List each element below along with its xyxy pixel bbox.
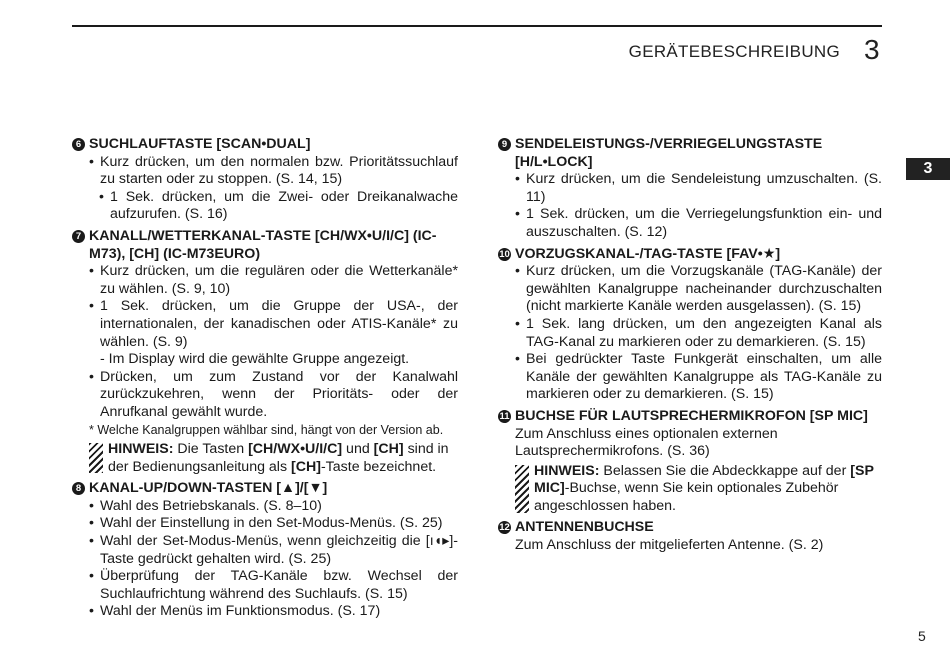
section-title: ANTENNENBUCHSE [515, 519, 654, 536]
bullet-item: • 1 Sek. drücken, um die Verriegelungsfunktion ein- und auszuschalten. (S. 12) [498, 206, 882, 241]
note-hatch-icon [515, 465, 529, 513]
section-heading [498, 136, 882, 171]
section-heading [498, 246, 882, 264]
note-key: [SP MIC] [534, 462, 874, 497]
bullet-item: • Bei gedrückter Taste Funkgerät einschalten, um alle Kanäle der gewählten Kanalgruppe als TAG-Kanäle zu markieren oder zu demarkieren. (S. 15) [498, 351, 882, 404]
section-number: 10 [499, 248, 510, 260]
section-number: 6 [72, 138, 85, 151]
section-speaker-mic-jack [498, 408, 882, 516]
note-text: und [342, 441, 374, 458]
section-number: 8 [72, 482, 85, 495]
bullet-item: • Kurz drücken, um die Sendeleistung umzuschalten. (S. 11) [498, 171, 882, 206]
section-number: 7 [72, 230, 85, 243]
section-favorite-key [498, 246, 882, 404]
bullet-item: • Wahl der Menüs im Funktionsmodus. (S. 17) [72, 603, 458, 621]
note-label: HINWEIS: [108, 441, 174, 458]
section-title: SENDELEISTUNGS-/VERRIEGELUNGSTASTE [H/L•LOCK] [515, 136, 823, 170]
note-text: -Buchse, wenn Sie kein optionales Zubehör angeschlossen haben. [534, 480, 839, 514]
section-heading [72, 136, 458, 154]
note-label: HINWEIS: [534, 462, 600, 479]
note-text: -Taste bezeichnet. [320, 458, 437, 475]
section-title: BUCHSE FÜR LAUTSPRECHERMIKROFON [SP MIC] [515, 407, 868, 424]
chapter-tab: 3 [906, 158, 950, 180]
section-heading [72, 480, 458, 498]
bullet-item: • Wahl der Einstellung in den Set-Modus-Menüs. (S. 25) [72, 515, 458, 533]
bullet-item: • Wahl des Betriebskanals. (S. 8–10) [72, 498, 458, 516]
top-rule [72, 25, 882, 27]
bullet-item: • Überprüfung der TAG-Kanäle bzw. Wechsel der Suchlaufrichtung während des Suchlaufs. (S. 15) [72, 568, 458, 603]
bullet-item: • 1 Sek. drücken, um die Gruppe der USA-, der internationalen, der kanadischen oder ATIS-Kanäle* zu wählen. (S. 9) [72, 298, 458, 351]
section-antenna-jack [498, 519, 882, 554]
chapter-title: GERÄTEBESCHREIBUNG [628, 42, 840, 61]
section-channel-key [72, 228, 458, 476]
section-heading [72, 228, 458, 263]
bullet-item: • 1 Sek. drücken, um die Zwei- oder Dreikanalwache aufzurufen. (S. 16) [72, 189, 458, 224]
section-number: 12 [499, 522, 510, 534]
section-power-lock-key [498, 136, 882, 242]
section-title: KANALL/WETTERKANAL-TASTE [CH/WX•U/I/C] (IC-M73), [CH] (IC-M73EURO) [89, 227, 437, 262]
note-text: sind in der Bedienungsanleitung als [108, 441, 449, 475]
note-box [72, 441, 458, 476]
note-box [498, 463, 882, 516]
section-text: Zum Anschluss der mitgelieferten Antenne. (S. 2) [515, 537, 824, 554]
section-title: KANAL-UP/DOWN-TASTEN [▲]/[▼] [89, 480, 328, 497]
bullet-item: • Wahl der Set-Modus-Menüs, wenn gleichzeitig die [ı◖▸]-Taste gedrückt gehalten wird. (S. 25) [72, 533, 458, 568]
note-key: [CH] [373, 441, 404, 458]
bullet-item: • Kurz drücken, um die Vorzugskanäle (TAG-Kanäle) der gewählten Kanalgruppe nacheinander durchzuschalten (nicht markierte Kanäle werden ausgelassen). (S. 15) [498, 263, 882, 316]
section-heading [498, 408, 882, 426]
note-key: [CH] [291, 458, 321, 475]
footnote: * Welche Kanalgruppen wählbar sind, hängt von der Version ab. [89, 422, 444, 437]
section-up-down-keys [72, 480, 458, 621]
section-title: VORZUGSKANAL-/TAG-TASTE [FAV•★] [515, 245, 781, 262]
note-hatch-icon [89, 443, 103, 473]
section-number: 9 [498, 138, 511, 151]
section-title: SUCHLAUFTASTE [SCAN•DUAL] [89, 136, 311, 152]
section-text: Zum Anschluss eines optionalen externen Lautsprechermikrofons. (S. 36) [515, 425, 778, 460]
bullet-item: • Kurz drücken, um den normalen bzw. Prioritätssuchlauf zu starten oder zu stoppen. (S. 14, 15) [72, 154, 458, 189]
section-number: 11 [499, 410, 510, 422]
right-column [498, 136, 882, 559]
note-key: [CH/WX•U/I/C] [248, 441, 343, 458]
note-text: Die Tasten [173, 441, 249, 458]
page-number: 5 [918, 628, 926, 644]
bullet-item: • Kurz drücken, um die regulären oder die Wetterkanäle* zu wählen. (S. 9, 10) [72, 263, 458, 298]
left-column [72, 136, 458, 625]
sub-note: - Im Display wird die gewählte Gruppe angezeigt. [100, 351, 410, 368]
note-text: Belassen Sie die Abdeckkappe auf der [599, 462, 851, 479]
chapter-number: 3 [864, 34, 880, 65]
bullet-item: • 1 Sek. lang drücken, um den angezeigten Kanal als TAG-Kanal zu markieren oder zu demarkieren. (S. 15) [498, 316, 882, 351]
section-scan-key [72, 136, 458, 224]
section-heading [498, 519, 882, 537]
bullet-item: • Drücken, um zum Zustand vor der Kanalwahl zurückzukehren, wenn der Prioritäts- oder der Anrufkanal gewählt wurde. [72, 369, 458, 422]
